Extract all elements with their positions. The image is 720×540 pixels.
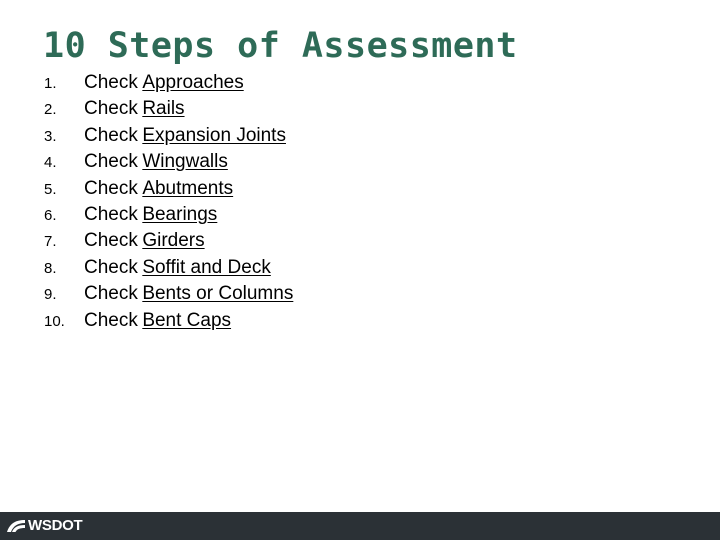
assessment-steps-list xyxy=(44,70,293,334)
step-number: 6. xyxy=(44,206,57,224)
list-item xyxy=(44,308,293,334)
step-link-girders[interactable]: Girders xyxy=(142,230,205,252)
step-prefix: Check xyxy=(84,124,138,146)
step-number: 5. xyxy=(44,180,57,198)
step-link-approaches[interactable]: Approaches xyxy=(142,72,244,93)
step-number: 8. xyxy=(44,259,57,277)
step-link-expansion-joints[interactable]: Expansion Joints xyxy=(142,124,286,146)
footer-bar xyxy=(0,512,720,540)
step-prefix: Check xyxy=(84,151,138,173)
step-number: 7. xyxy=(44,233,57,251)
step-link-abutments[interactable]: Abutments xyxy=(142,177,234,199)
step-link-rails[interactable]: Rails xyxy=(142,98,185,120)
list-item xyxy=(44,202,293,228)
list-item xyxy=(44,228,293,254)
step-prefix: Check xyxy=(84,283,138,305)
step-prefix: Check xyxy=(84,203,138,225)
step-number: 4. xyxy=(44,154,57,172)
list-item xyxy=(44,149,293,175)
wsdot-logo-text: WSDOT xyxy=(28,517,83,534)
step-number: 9. xyxy=(44,286,57,304)
step-prefix: Check xyxy=(84,177,138,199)
list-item xyxy=(44,176,293,202)
step-link-soffit-and-deck[interactable]: Soffit and Deck xyxy=(142,256,271,278)
step-number: 2. xyxy=(44,101,57,119)
step-link-bents-or-columns[interactable]: Bents or Columns xyxy=(142,283,294,305)
list-item xyxy=(44,96,293,122)
step-number: 10. xyxy=(44,312,65,330)
step-prefix: Check xyxy=(84,98,138,120)
list-item xyxy=(44,123,293,149)
step-prefix: Check xyxy=(84,230,138,252)
wsdot-logo xyxy=(6,516,82,536)
list-item xyxy=(44,255,293,281)
step-prefix: Check xyxy=(84,72,138,93)
step-prefix: Check xyxy=(84,309,138,331)
step-prefix: Check xyxy=(84,256,138,278)
wsdot-logo-icon xyxy=(6,517,26,535)
slide-title: 10 Steps of Assessment xyxy=(43,26,518,66)
list-item xyxy=(44,70,293,96)
list-item xyxy=(44,281,293,307)
step-number: 3. xyxy=(44,127,57,145)
step-link-bearings[interactable]: Bearings xyxy=(142,203,218,225)
step-number: 1. xyxy=(44,75,57,92)
step-link-wingwalls[interactable]: Wingwalls xyxy=(142,151,228,173)
step-link-bent-caps[interactable]: Bent Caps xyxy=(142,309,232,331)
